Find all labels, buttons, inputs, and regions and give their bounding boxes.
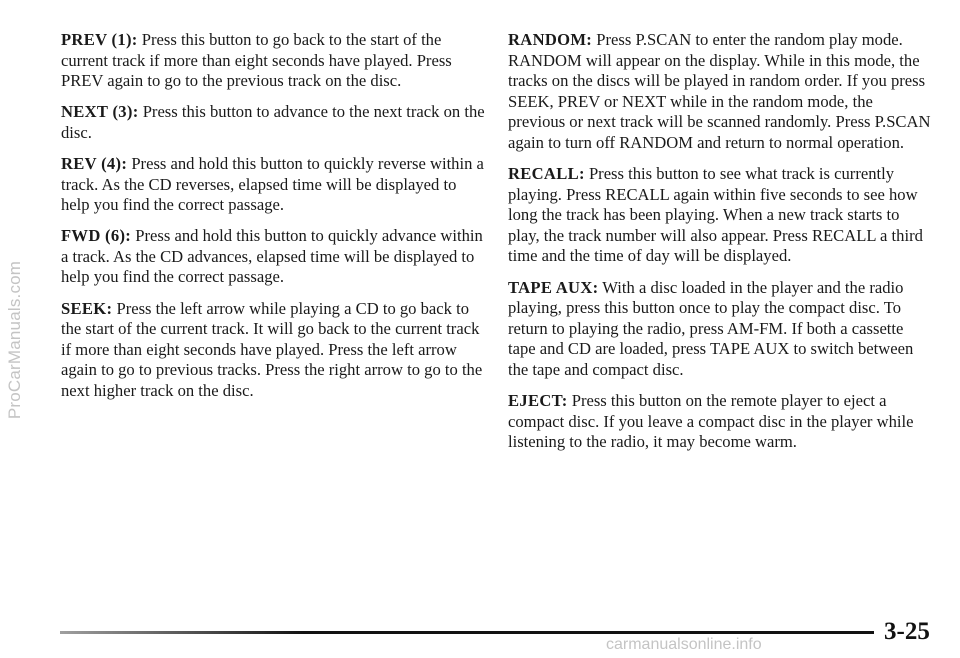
left-column	[61, 30, 485, 412]
entry-recall	[508, 164, 934, 267]
page-number: 3-25	[884, 618, 930, 645]
term-label: RANDOM:	[508, 30, 593, 49]
term-label: TAPE AUX:	[508, 277, 599, 297]
term-description: Press this button to go back to the start of the current track if more than eight seconds have played. Press PREV again to go to the previous track on the disc.	[61, 30, 452, 91]
term-description: Press and hold this button to quickly advance within a track. As the CD advances, elapsed time will be displayed to help you find the correct passage.	[61, 226, 483, 287]
entry-next	[61, 102, 485, 143]
entry-random	[508, 30, 934, 154]
side-watermark-text: ProCarManuals.com	[5, 260, 24, 420]
entry-tape-aux	[508, 278, 934, 381]
term-label: PREV (1):	[61, 30, 138, 49]
side-watermark	[4, 150, 26, 530]
term-label: RECALL:	[508, 164, 585, 184]
bottom-watermark: carmanualsonline.info	[606, 636, 762, 653]
term-description: Press this button to see what track is currently playing. Press RECALL again within five seconds to see how long the track has been playing. When a new track starts to play, the track number will also appear. Press RECALL a third time and the time of day will be displayed.	[508, 164, 923, 266]
entry-eject	[508, 391, 934, 453]
term-description: Press and hold this button to quickly reverse within a track. As the CD reverses, elapsed time will be displayed to help you find the correct passage.	[61, 153, 484, 215]
entry-prev	[61, 30, 485, 92]
term-label: NEXT (3):	[61, 102, 139, 122]
term-label: REV (4):	[61, 153, 128, 173]
term-description: Press the left arrow while playing a CD to go back to the start of the current track. It will go back to the current track if more than eight seconds have played. Press the left arrow again to go to previous tracks. Press the right arrow to go to the next higher track on the disc.	[61, 298, 483, 400]
term-label: SEEK:	[61, 298, 113, 318]
entry-seek	[61, 299, 485, 402]
term-description: Press this button on the remote player to eject a compact disc. If you leave a compact disc in the player while listening to the radio, it may become warm.	[508, 391, 914, 452]
entry-fwd	[61, 226, 485, 288]
entry-rev	[61, 154, 485, 216]
term-label: FWD (6):	[61, 226, 132, 246]
term-description: With a disc loaded in the player and the radio playing, press this button once to play the compact disc. To return to playing the radio, press AM-FM. If both a cassette tape and CD are loaded, press TAPE AUX to switch between the tape and compact disc.	[508, 277, 914, 379]
footer-rule	[60, 631, 874, 634]
right-column	[508, 30, 934, 463]
term-description: Press P.SCAN to enter the random play mode. RANDOM will appear on the display. While in this mode, the tracks on the discs will be played in random order. If you press SEEK, PREV or NEXT while in the random mode, the previous or next track will be scanned randomly. Press P.SCAN again to turn off RANDOM and return to normal operation.	[508, 30, 931, 152]
term-description: Press this button to advance to the next track on the disc.	[61, 102, 485, 142]
term-label: EJECT:	[508, 391, 568, 410]
